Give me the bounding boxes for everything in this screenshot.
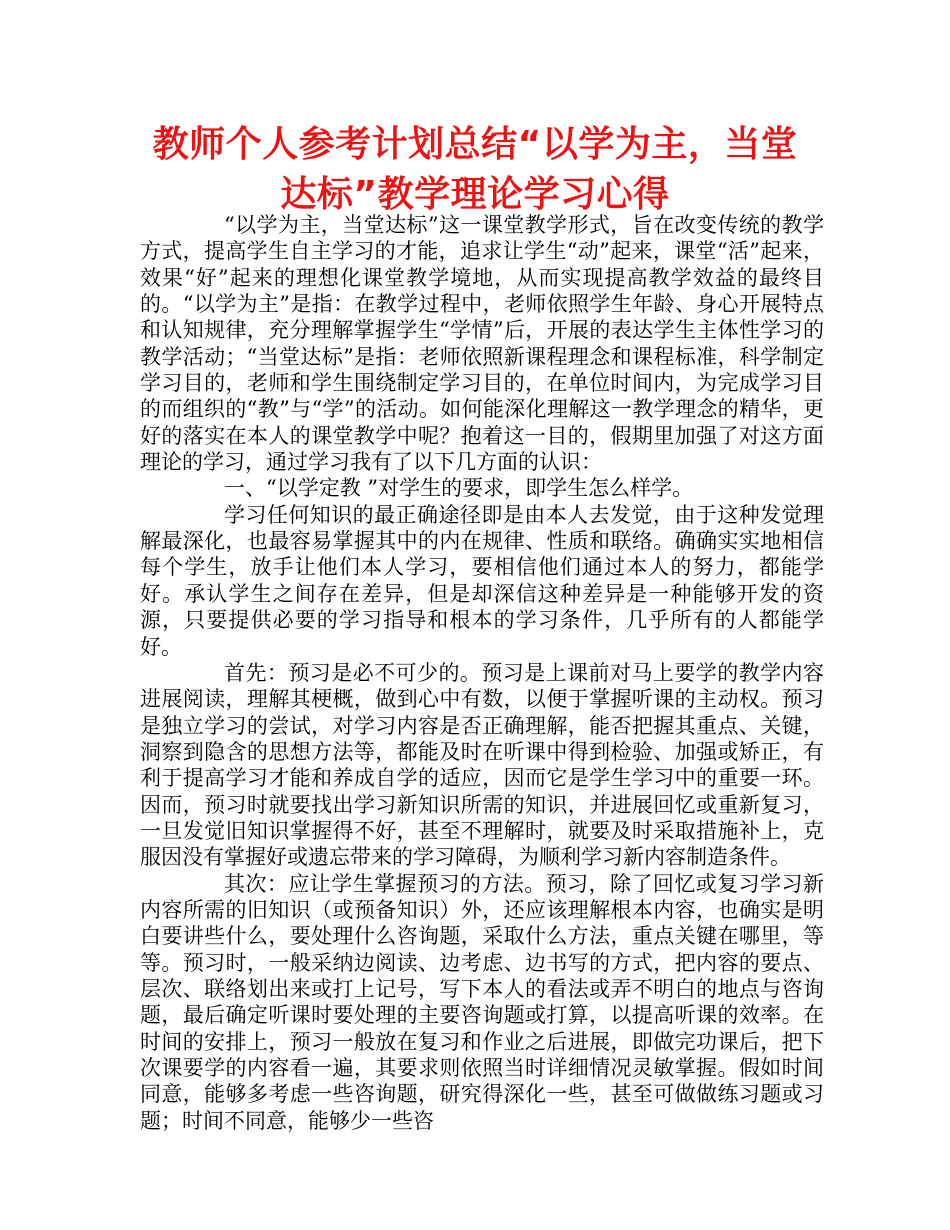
paragraph-intro: “以学为主，当堂达标”这一课堂教学形式，旨在改变传统的教学方式，提高学生自主学习的才能，追求让学生“动”起来，课堂“活”起来，效果“好”起来的理想化课堂教学境地，从而实现提高教学效益的最终目的。“以学为主”是指：在教学过程中，老师依照学生年龄、身心开展特点和认知规律，充分理解掌握学生“学情”后，开展的表达学生主体性学习的教学活动；“当堂达标”是指：老师依照新课程理念和课程标准，科学制定学习目的，老师和学生围绕制定学习目的，在单位时间内，为完成学习目的而组织的“教”与“学”的活动。如何能深化理解这一教学理念的精华，更好的落实在本人的课堂教学中呢？抱着这一目的，假期里加强了对这方面理论的学习，通过学习我有了以下几方面的认识： [140, 213, 824, 475]
document-body [140, 212, 824, 1134]
paragraph-preview-first: 首先：预习是必不可少的。预习是上课前对马上要学的教学内容进展阅读，理解其梗概，做到心中有数，以便于掌握听课的主动权。预习是独立学习的尝试，对学习内容是否正确理解，能否把握其重点、关键，洞察到隐含的思想方法等，都能及时在听课中得到检验、加强或矫正，有利于提高学习才能和养成自学的适应，因而它是学生学习中的重要一环。因而，预习时就要找出学习新知识所需的知识，并进展回忆或重新复习，一旦发觉旧知识掌握得不好，甚至不理解时，就要及时采取措施补上，克服因没有掌握好或遗忘带来的学习障碍，为顺利学习新内容制造条件。 [140, 660, 824, 870]
title-line-2: 达标”教学理论学习心得 [280, 174, 670, 215]
section-heading-1: 一、“以学定教 ”对学生的要求，即学生怎么样学。 [224, 476, 694, 501]
document-title [140, 120, 810, 220]
title-line-1: 教师个人参考计划总结“以学为主，当堂 [152, 124, 798, 165]
paragraph-discovery: 学习任何知识的最正确途径即是由本人去发觉，由于这种发觉理解最深化，也最容易掌握其中的内在规律、性质和联络。确确实实地相信每个学生，放手让他们本人学习，要相信他们通过本人的努力，都能学好。承认学生之间存在差异，但是却深信这种差异是一种能够开发的资源，只要提供必要的学习指导和根本的学习条件，几乎所有的人都能学好。 [140, 502, 824, 659]
paragraph-preview-method: 其次：应让学生掌握预习的方法。预习，除了回忆或复习学习新内容所需的旧知识（或预备知识）外，还应该理解根本内容，也确实是明白要讲些什么，要处理什么咨询题，采取什么方法，重点关键在哪里，等等。预习时，一般采纳边阅读、边考虑、边书写的方式，把内容的要点、层次、联络划出来或打上记号，写下本人的看法或弄不明白的地点与咨询题，最后确定听课时要处理的主要咨询题或打算，以提高听课的效率。在时间的安排上，预习一般放在复习和作业之后进展，即做完功课后，把下次课要学的内容看一遍，其要求则依照当时详细情况灵敏掌握。假如时间同意，能够多考虑一些咨询题，研究得深化一些，甚至可做做练习题或习题；时间不同意，能够少一些咨 [140, 871, 824, 1133]
